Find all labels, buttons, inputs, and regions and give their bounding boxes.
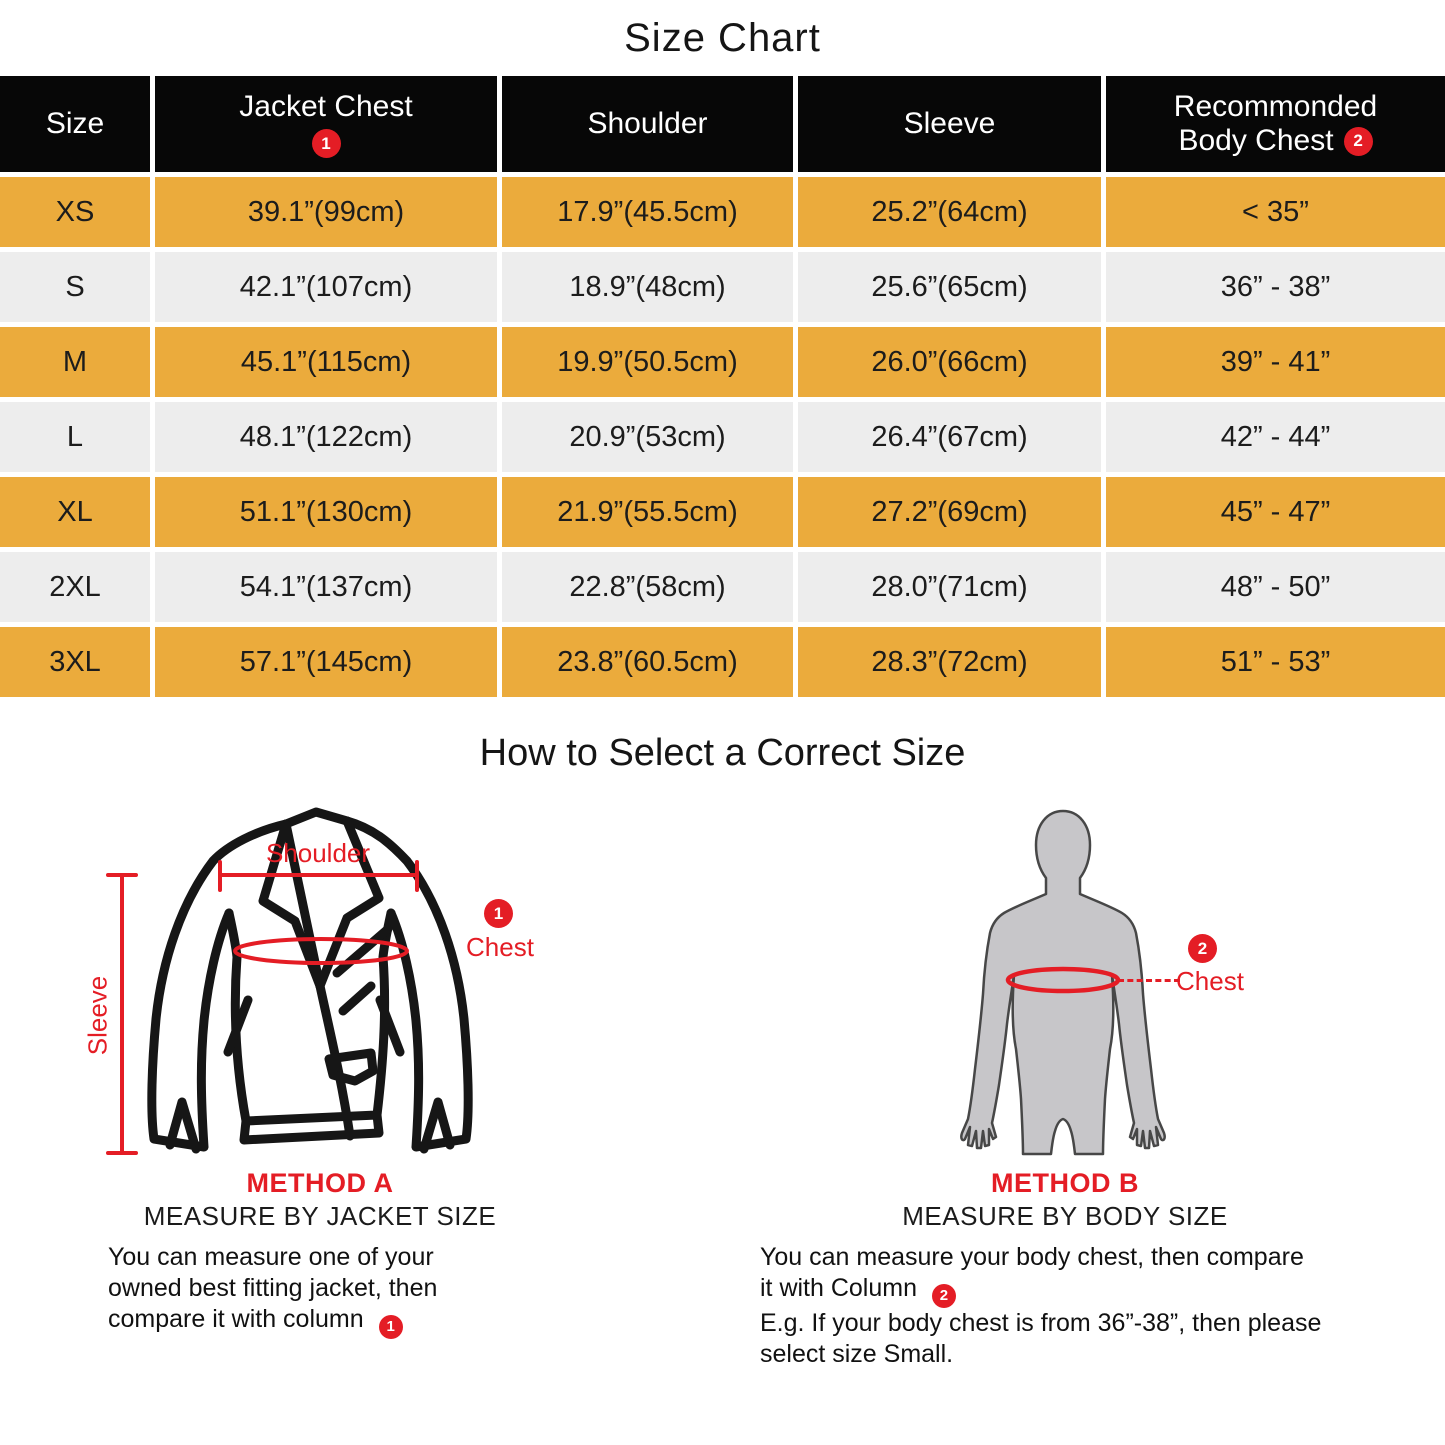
header-recommended-body-chest: [1106, 76, 1445, 172]
header-recommended-line1: Recommonded: [1173, 90, 1378, 123]
table-cell-sleeve: 28.0”(71cm): [798, 552, 1101, 622]
method-a-paragraph: [108, 1242, 508, 1339]
column-1-badge: 1: [312, 129, 341, 158]
size-table: [0, 76, 1445, 697]
table-cell-shoulder: 23.8”(60.5cm): [502, 627, 793, 697]
body-chest-measure-label: Chest: [1176, 966, 1244, 996]
table-cell-jacket-chest: 42.1”(107cm): [155, 252, 497, 322]
method-b-block: [740, 800, 1400, 1400]
table-cell-size: S: [0, 252, 150, 322]
table-cell-body-chest: 42” - 44”: [1106, 402, 1445, 472]
body-chest-badge: 2: [1188, 934, 1217, 963]
method-b-para-line1: You can measure your body chest, then compare: [760, 1243, 1304, 1271]
method-a-subtitle: MEASURE BY JACKET SIZE: [143, 1201, 497, 1231]
method-a-para-line1: You can measure one of your: [108, 1243, 434, 1271]
method-a-paragraph-badge: 1: [379, 1315, 403, 1339]
table-cell-jacket-chest: 39.1”(99cm): [155, 177, 497, 247]
table-cell-size: M: [0, 327, 150, 397]
table-cell-jacket-chest: 54.1”(137cm): [155, 552, 497, 622]
table-cell-shoulder: 18.9”(48cm): [502, 252, 793, 322]
header-size-label: Size: [45, 107, 105, 140]
body-diagram: [955, 808, 1175, 1158]
table-cell-shoulder: 17.9”(45.5cm): [502, 177, 793, 247]
table-cell-sleeve: 25.6”(65cm): [798, 252, 1101, 322]
page-title: Size Chart: [624, 16, 821, 60]
method-b-subtitle: MEASURE BY BODY SIZE: [902, 1201, 1228, 1231]
table-cell-body-chest: < 35”: [1106, 177, 1445, 247]
column-2-badge: 2: [1344, 127, 1373, 156]
shoulder-measure-label: Shoulder: [265, 838, 371, 868]
table-cell-jacket-chest: 57.1”(145cm): [155, 627, 497, 697]
table-cell-sleeve: 25.2”(64cm): [798, 177, 1101, 247]
method-a-title: METHOD A: [246, 1168, 394, 1198]
method-b-para-line3: E.g. If your body chest is from 36”-38”, then please: [760, 1308, 1322, 1337]
table-cell-body-chest: 36” - 38”: [1106, 252, 1445, 322]
jacket-chest-measure-label: Chest: [466, 932, 534, 962]
method-a-para-line2: owned best fitting jacket, then: [108, 1274, 438, 1302]
table-cell-shoulder: 21.9”(55.5cm): [502, 477, 793, 547]
header-size: [0, 76, 150, 172]
table-cell-jacket-chest: 48.1”(122cm): [155, 402, 497, 472]
method-a-para-line3: compare it with column: [108, 1305, 364, 1333]
method-b-para-line4: select size Small.: [760, 1339, 954, 1368]
header-recommended-line2: Body Chest: [1178, 124, 1334, 157]
method-b-para-line2: it with Column: [760, 1274, 917, 1302]
header-jacket-chest-label: Jacket Chest: [239, 90, 413, 123]
header-shoulder-label: Shoulder: [587, 107, 708, 140]
table-cell-shoulder: 19.9”(50.5cm): [502, 327, 793, 397]
table-cell-size: XS: [0, 177, 150, 247]
table-cell-size: XL: [0, 477, 150, 547]
table-cell-size: 2XL: [0, 552, 150, 622]
table-cell-jacket-chest: 45.1”(115cm): [155, 327, 497, 397]
table-cell-jacket-chest: 51.1”(130cm): [155, 477, 497, 547]
table-cell-sleeve: 26.0”(66cm): [798, 327, 1101, 397]
header-shoulder: [502, 76, 793, 172]
header-sleeve: [798, 76, 1101, 172]
jacket-chest-badge: 1: [484, 899, 513, 928]
section-title: How to Select a Correct Size: [479, 732, 966, 774]
table-cell-body-chest: 45” - 47”: [1106, 477, 1445, 547]
table-cell-body-chest: 48” - 50”: [1106, 552, 1445, 622]
table-cell-size: L: [0, 402, 150, 472]
table-cell-sleeve: 27.2”(69cm): [798, 477, 1101, 547]
header-sleeve-label: Sleeve: [903, 107, 996, 140]
table-cell-sleeve: 28.3”(72cm): [798, 627, 1101, 697]
method-b-title: METHOD B: [991, 1168, 1139, 1198]
table-cell-shoulder: 22.8”(58cm): [502, 552, 793, 622]
header-recommended-line2-wrap: [1178, 124, 1372, 158]
method-b-paragraph-badge: 2: [932, 1284, 956, 1308]
table-cell-sleeve: 26.4”(67cm): [798, 402, 1101, 472]
table-cell-shoulder: 20.9”(53cm): [502, 402, 793, 472]
table-cell-body-chest: 39” - 41”: [1106, 327, 1445, 397]
sleeve-measure-label: Sleeve: [82, 975, 113, 1056]
method-a-block: [70, 800, 590, 1400]
table-cell-body-chest: 51” - 53”: [1106, 627, 1445, 697]
table-cell-size: 3XL: [0, 627, 150, 697]
header-jacket-chest: [155, 76, 497, 172]
method-b-paragraph: [760, 1242, 1390, 1370]
